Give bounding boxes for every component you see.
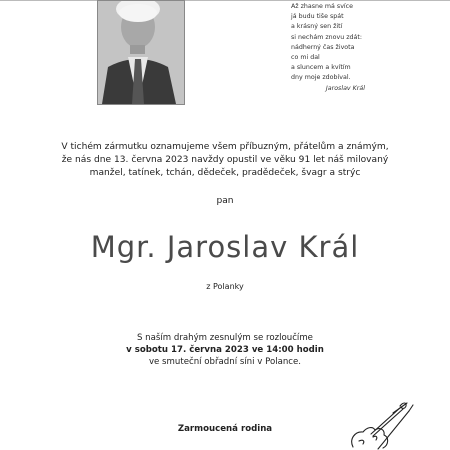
poem-line: co mi dal bbox=[291, 54, 320, 62]
top-edge bbox=[0, 0, 450, 1]
poem-line: nádherný čas života bbox=[291, 43, 355, 51]
announcement-line: manžel, tatínek, tchán, dědeček, pradědeček, švagr a strýc bbox=[89, 168, 361, 178]
funeral-intro: S naším drahým zesnulým se rozloučíme bbox=[137, 333, 313, 343]
funeral-details bbox=[0, 332, 450, 369]
poem-line: a krásný sen žití bbox=[291, 23, 343, 31]
funeral-place: ve smuteční obřadní síni v Polance. bbox=[148, 357, 302, 368]
poem-line: já budu tiše spát bbox=[291, 13, 344, 21]
portrait-photo bbox=[97, 0, 185, 105]
poem-line: dny moje zdobíval. bbox=[291, 74, 351, 82]
family-signature: Zarmoucená rodina bbox=[177, 424, 273, 434]
announcement-text bbox=[20, 141, 430, 180]
honorific: pan bbox=[216, 196, 234, 206]
poem-line: Až zhasne má svíce bbox=[291, 3, 354, 10]
announcement-line: V tichém zármutku oznamujeme všem příbuzným, přátelům a známým, bbox=[61, 142, 389, 152]
poem-line: si nechám znovu zdát: bbox=[291, 33, 362, 41]
violin-illustration bbox=[343, 401, 419, 450]
announcement-line: že nás dne 13. června 2023 navždy opustil ve věku 91 let náš milovaný bbox=[61, 155, 389, 165]
poem-line: a sluncem a kvítím bbox=[291, 64, 351, 72]
deceased-name: Mgr. Jaroslav Král bbox=[90, 230, 360, 264]
funeral-datetime: v sobotu 17. června 2023 ve 14:00 hodin bbox=[126, 345, 324, 356]
poem-author: Jaroslav Král bbox=[325, 84, 365, 92]
portrait-illustration bbox=[98, 1, 184, 104]
deceased-origin: z Polanky bbox=[206, 282, 244, 291]
poem bbox=[291, 2, 391, 94]
